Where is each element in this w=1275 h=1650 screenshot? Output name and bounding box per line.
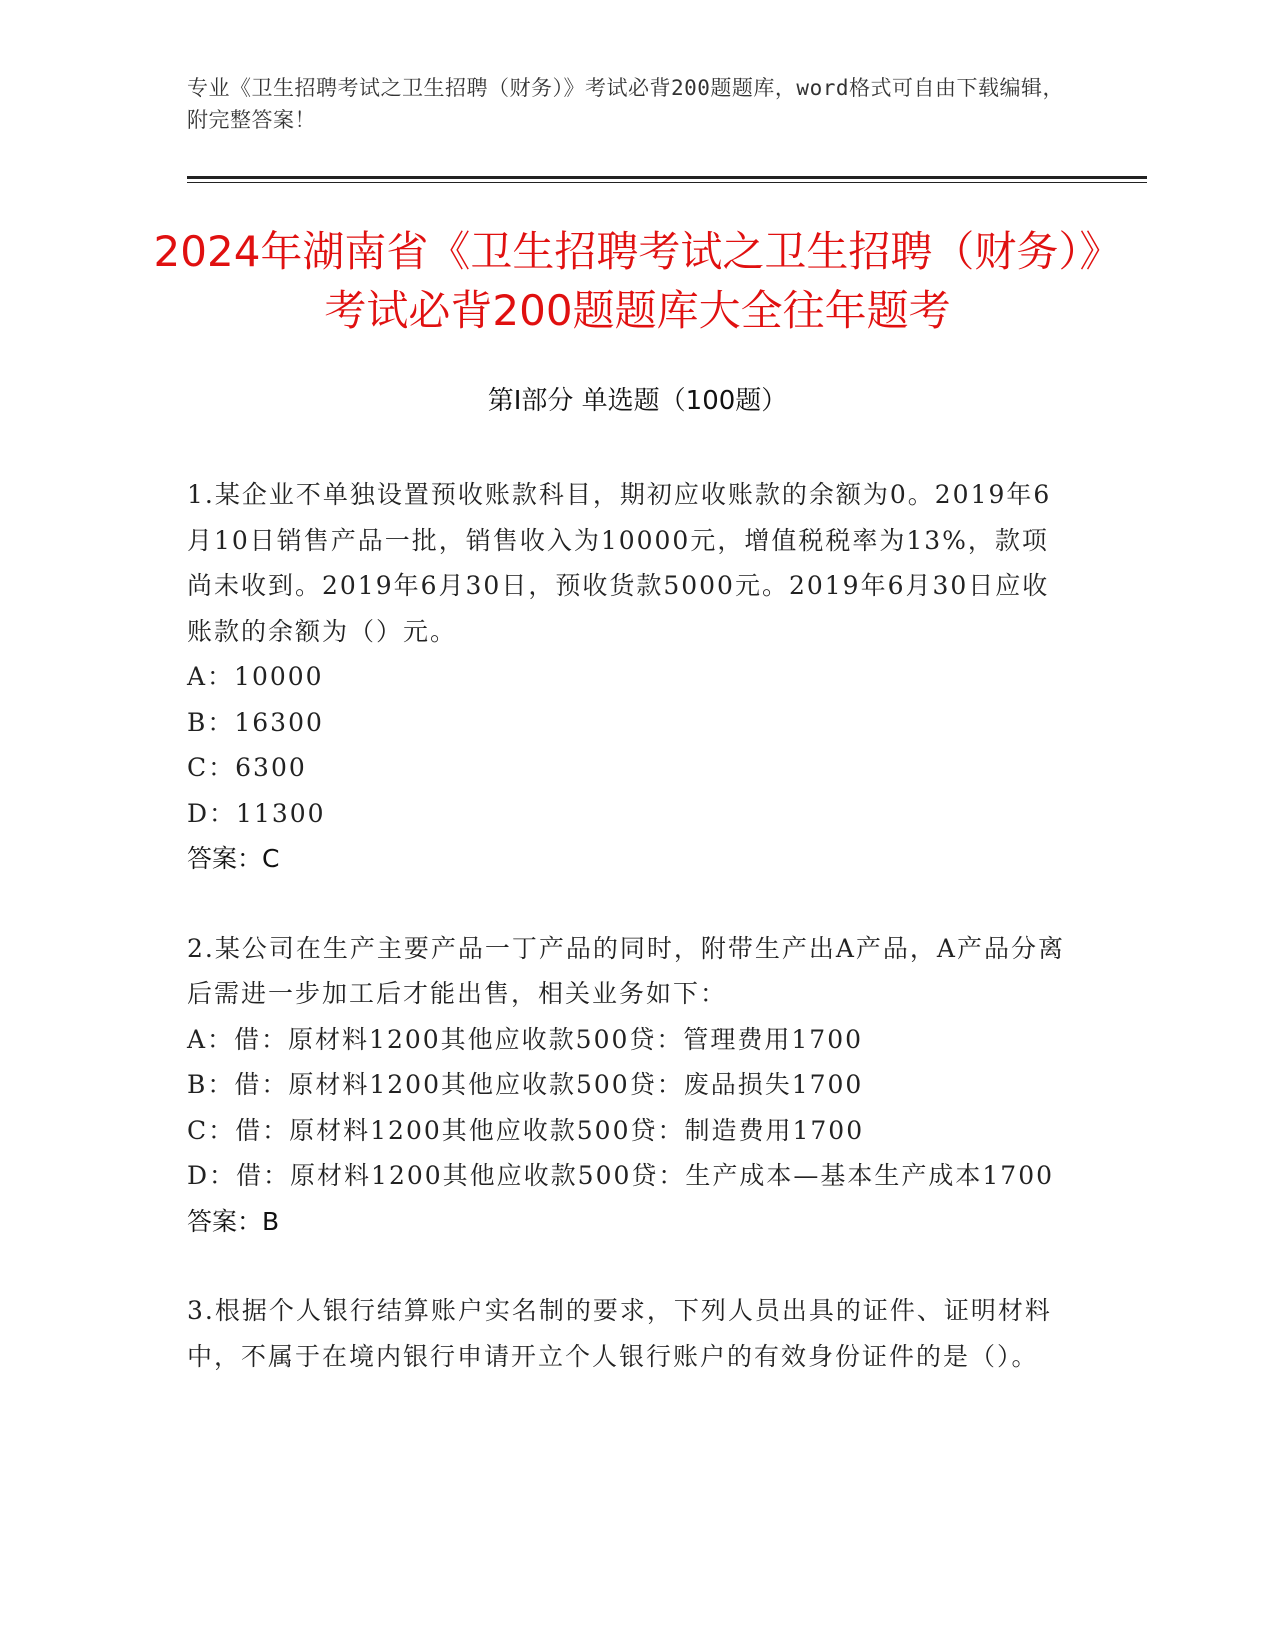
option-d: D：11300 (187, 798, 326, 828)
option-b: B：16300 (187, 707, 324, 737)
option-c: C：借：原材料1200其他应收款500贷：制造费用1700 (187, 1115, 865, 1145)
question-stem: 1.某企业不单独设置预收账款科目，期初应收账款的余额为0。2019年6月10日销售产品一批，销售收入为10000元，增值税税率为13%，款项尚未收到。2019年6月30日，预收货款5000元。2019年6月30日应收账款的余额为（）元。 (187, 480, 1052, 646)
option-a: A：10000 (187, 662, 324, 691)
header-divider-thin (187, 182, 1147, 183)
answer: 答案：C (187, 844, 280, 873)
option-b: B：借：原材料1200其他应收款500贷：废品损失1700 (187, 1070, 864, 1099)
header-divider-thick (187, 176, 1147, 179)
question-stem: 2.某公司在生产主要产品一丁产品的同时，附带生产出A产品，A产品分离后需进一步加工后才能出售，相关业务如下： (187, 933, 1065, 1008)
question-stem: 3.根据个人银行结算账户实名制的要求，下列人员出具的证件、证明材料中，不属于在境内银行申请开立个人银行账户的有效身份证件的是（）。 (187, 1296, 1052, 1371)
section-title: 第Ⅰ部分 单选题（100题） (487, 386, 788, 416)
option-c: C：6300 (187, 753, 307, 782)
document-title: 2024年湖南省《卫生招聘考试之卫生招聘（财务）》考试必背200题题库大全往年题考 (153, 227, 1122, 335)
answer: 答案：B (187, 1206, 280, 1236)
option-d: D：借：原材料1200其他应收款500贷：生产成本—基本生产成本1700 (187, 1161, 1055, 1190)
option-a: A：借：原材料1200其他应收款500贷：管理费用1700 (187, 1024, 864, 1054)
question-2 (187, 926, 1067, 1245)
question-1 (187, 472, 1067, 882)
question-3 (187, 1288, 1067, 1379)
question-list (187, 472, 1067, 1423)
header-note: 专业《卫生招聘考试之卫生招聘（财务）》考试必背200题题库，word格式可自由下载编辑，附完整答案！ (187, 76, 1064, 132)
